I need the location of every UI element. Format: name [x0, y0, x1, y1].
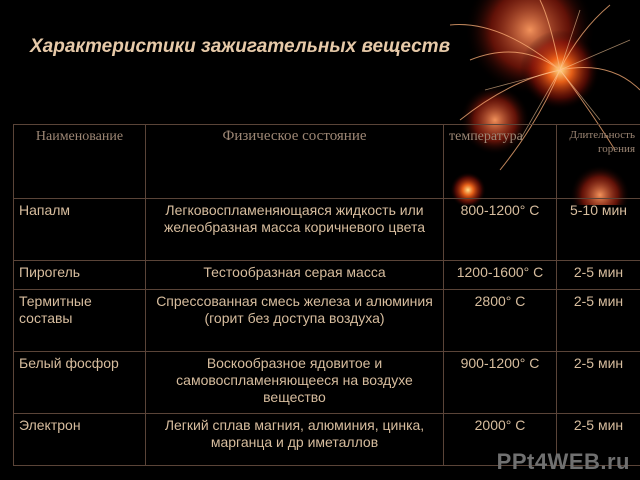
table-row: [14, 290, 640, 352]
row-state: Легковоспламеняющаяся жидкость или желеобразная масса коричневого цвета: [146, 199, 444, 261]
table-row: [14, 199, 640, 261]
row-duration: 2-5 мин: [557, 352, 640, 414]
row-name: Напалм: [14, 199, 146, 261]
row-name: Термитные составы: [14, 290, 146, 352]
header-duration: Длительность горения: [557, 125, 640, 199]
row-name: Пирогель: [14, 261, 146, 290]
row-name: Белый фосфор: [14, 352, 146, 414]
row-state: Легкий сплав магния, алюминия, цинка, марганца и др иметаллов: [146, 414, 444, 466]
table-row: [14, 352, 640, 414]
slide-title: Характеристики зажигательных веществ: [30, 36, 451, 57]
table-header-row: [14, 125, 640, 199]
row-temperature: 2800° С: [444, 290, 557, 352]
row-duration: 2-5 мин: [557, 290, 640, 352]
row-state: Спрессованная смесь железа и алюминия (горит без доступа воздуха): [146, 290, 444, 352]
header-name: Наименование: [14, 125, 146, 199]
row-temperature: 2000° С: [444, 414, 557, 466]
row-temperature: 800-1200° С: [444, 199, 557, 261]
table-row: [14, 261, 640, 290]
row-duration: 5-10 мин: [557, 199, 640, 261]
row-state: Воскообразное ядовитое и самовоспламеняющееся на воздухе вещество: [146, 352, 444, 414]
row-temperature: 1200-1600° С: [444, 261, 557, 290]
row-state: Тестообразная серая масса: [146, 261, 444, 290]
header-state: Физическое состояние: [146, 125, 444, 199]
watermark-logo: PPt4WEB.ru: [496, 449, 630, 474]
row-duration: 2-5 мин: [557, 261, 640, 290]
incendiary-table: [13, 124, 640, 466]
row-name: Электрон: [14, 414, 146, 466]
row-temperature: 900-1200° С: [444, 352, 557, 414]
row-duration: 2-5 мин: [557, 414, 640, 466]
header-temperature: температура: [444, 125, 557, 199]
